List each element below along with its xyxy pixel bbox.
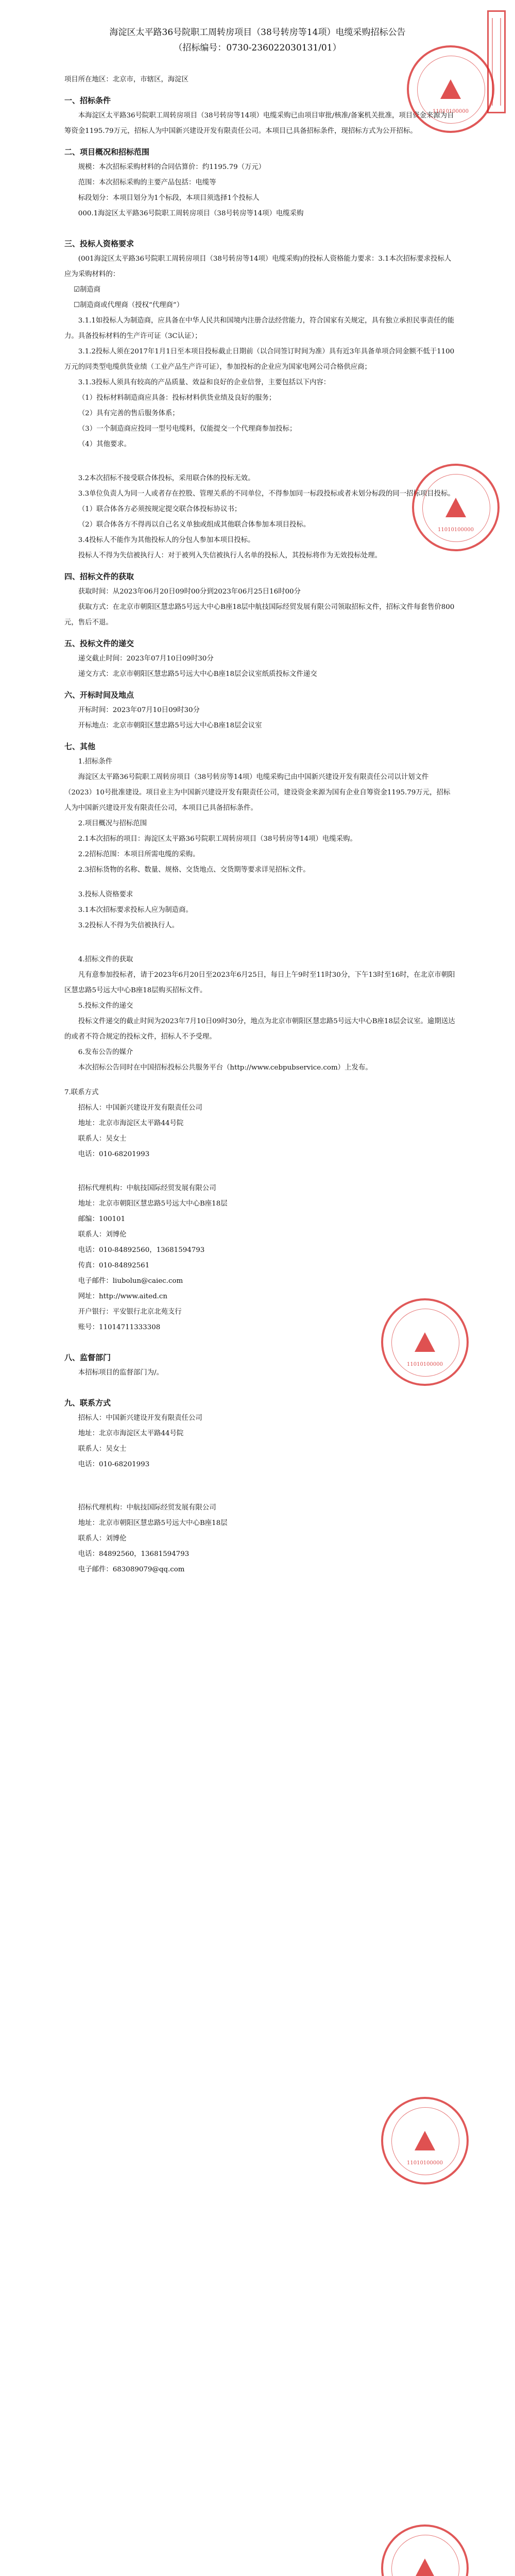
s9-agent: 招标代理机构：中航技国际经贸发展有限公司 — [78, 1504, 216, 1512]
contacts-tenderer: 招标人：中国新兴建设开发有限责任公司 — [78, 1104, 202, 1112]
section-7-line: 3.投标人资格要求 — [78, 891, 133, 899]
section-3-line: （1）投标材料制造商应具备：投标材料供货业绩及良好的服务； — [78, 394, 276, 402]
contacts-tenderer-contact: 联系人：吴女士 — [78, 1135, 127, 1143]
section-3-line: （3）一个制造商应投同一型号电缆料，仅能提交一个代理商参加投标； — [78, 425, 297, 433]
contacts-agent-phone: 电话：010-84892560，13681594793 — [78, 1246, 205, 1254]
section-heading-2: 二、项目概况和招标范围 — [64, 147, 150, 157]
section-3-line: （1）联合体各方必须按规定提交联合体投标协议书； — [78, 505, 242, 513]
section-7-line: 本次招标公告同时在中国招标投标公共服务平台（http://www.cebpubservice.com）上发布。 — [78, 1064, 372, 1072]
section-heading-9: 九、联系方式 — [64, 1398, 111, 1408]
section-7-line: 2.3招标货物的名称、数量、规格、交货地点、交货期等要求详见招标文件。 — [78, 866, 310, 874]
section-3-line: 3.3单位负责人为同一人或者存在控股、管理关系的不同单位，不得参加同一标段投标或者未划分标段的同一招标项目投标。 — [78, 490, 455, 498]
contacts-agent-zip: 邮编：100101 — [78, 1215, 126, 1223]
section-3-line: 3.1.3投标人须具有较高的产品质量、效益和良好的企业信誉，主要包括以下内容： — [78, 379, 331, 386]
seal-star-icon — [415, 2558, 435, 2576]
project-location: 项目所在地区：北京市，市辖区，海淀区 — [64, 76, 189, 83]
checkbox-manufacturer: ☑制造商 — [74, 286, 101, 294]
section-7-line: 3.1本次招标要求投标人应为制造商。 — [78, 906, 193, 914]
official-seal-5 — [381, 2524, 469, 2576]
section-7-line: 2.1本次招标的项目：海淀区太平路36号院职工周转房项目（38号转房等14项）电缆采购。 — [78, 835, 357, 843]
contacts-heading: 7.联系方式 — [64, 1089, 99, 1096]
section-heading-4: 四、招标文件的获取 — [64, 572, 134, 581]
section-7-line: 3.2投标人不得为失信被执行人。 — [78, 922, 179, 929]
section-7-line: 5.投标文件的递交 — [78, 1002, 133, 1010]
contacts-agent-address: 地址：北京市朝阳区慧忠路5号远大中心B座18层 — [78, 1200, 228, 1208]
s9-tenderer-contact: 联系人：吴女士 — [78, 1445, 127, 1453]
title-line-2: （招标编号：0730-236022030131/01） — [174, 43, 341, 53]
section-3-line: （2）具有完善的售后服务体系； — [78, 410, 179, 417]
seal-star-icon — [415, 1332, 435, 1352]
s9-tenderer-address: 地址：北京市海淀区太平路44号院 — [78, 1430, 184, 1437]
section-3-line: 3.2本次招标不接受联合体投标，采用联合体的投标无效。 — [78, 474, 255, 482]
contacts-agent-fax: 传真：010-84892561 — [78, 1262, 150, 1269]
section-heading-8: 八、监督部门 — [64, 1353, 111, 1362]
section-7-line: 投标文件递交的截止时间为2023年7月10日09时30分，地点为北京市朝阳区慧忠路5号远大中心B座18层会议室。逾期送达的或者不符合规定的投标文件，招标人不予受理。 — [64, 1018, 455, 1041]
title-line-1: 海淀区太平路36号院职工周转房项目（38号转房等14项）电缆采购招标公告 — [109, 27, 406, 38]
checkbox-agent: ☐制造商或代理商（授权“代理商”） — [74, 301, 184, 309]
official-seal-1: 11010100000 — [407, 45, 494, 133]
section-3-line: 投标人不得为失信被执行人：对于被列入失信被执行人名单的投标人，其投标将作为无效投标处理。 — [78, 552, 382, 560]
contacts-agent-email: 电子邮件：liubolun@caiec.com — [78, 1277, 183, 1285]
official-seal-3: 11010100000 — [381, 1298, 469, 1386]
section-4-line: 获取方式：在北京市朝阳区慧忠路5号远大中心B座18层中航技国际经贸发展有限公司领取招标文件，招标文件每套售价800元，售后不退。 — [64, 603, 455, 626]
official-seal-2: 11010100000 — [412, 464, 500, 551]
section-heading-5: 五、投标文件的递交 — [64, 639, 134, 648]
contacts-agent-account: 账号：11014711333308 — [78, 1324, 161, 1331]
section-5-line: 递交截止时间：2023年07月10日09时30分 — [78, 655, 214, 663]
section-7-line: 海淀区太平路36号院职工周转房项目（38号转房等14项）电缆采购已由中国新兴建设开发有限责任公司以计划文件（2023）10号批准建设。项目业主为中国新兴建设开发有限责任公司，建设资金来源为国有企业自筹资金1195.79万元，招标人为中国新兴建设开发有限责任公司，本项目已具备招标条件。 — [64, 773, 451, 812]
section-1-text: 本海淀区太平路36号院职工周转房项目（38号转房等14项）电缆采购已由项目审批/核准/备案机关批准，项目资金来源为自筹资金1195.79万元，招标人为中国新兴建设开发有限责任公司。本项目已具备招标条件，现招标方式为公开招标。 — [64, 112, 454, 135]
section-heading-7: 七、其他 — [64, 742, 96, 751]
section-6-line: 开标地点：北京市朝阳区慧忠路5号远大中心B座18层会议室 — [78, 722, 262, 730]
section-3-line: 3.4投标人不能作为其他投标人的分包人参加本项目投标。 — [78, 536, 255, 544]
contacts-agent: 招标代理机构：中航技国际经贸发展有限公司 — [78, 1184, 216, 1192]
contacts-tenderer-address: 地址：北京市海淀区太平路44号院 — [78, 1120, 184, 1127]
contacts-tenderer-phone: 电话：010-68201993 — [78, 1150, 150, 1158]
section-4-line: 获取时间：从2023年06月20日09时00分到2023年06月25日16时00分 — [78, 588, 301, 596]
contacts-agent-site: 网址：http://www.aited.cn — [78, 1293, 168, 1300]
section-3-line: (001海淀区太平路36号院职工周转房项目（38号转房等14项）电缆采购)的投标人资格能力要求：3.1本次招标要求投标人应为采购材料的： — [64, 255, 452, 278]
contacts-agent-contact: 联系人：刘博伦 — [78, 1231, 127, 1239]
section-3-line: （4）其他要求。 — [78, 440, 131, 448]
section-2-line: 000.1海淀区太平路36号院职工周转房项目（38号转房等14项）电缆采购 — [78, 210, 304, 217]
seal-star-icon — [440, 79, 461, 99]
contacts-agent-bank: 开户银行：平安银行北京北苑支行 — [78, 1308, 182, 1316]
section-heading-1: 一、招标条件 — [64, 96, 111, 105]
seal-star-icon — [415, 2131, 435, 2150]
section-2-line: 范围：本次招标采购的主要产品包括：电缆等 — [78, 179, 216, 187]
section-3-line: 3.1.2投标人须在2017年1月1日至本项目投标截止日期前（以合同签订时间为准）具有近3年具备单项合同金额不低于1100万元的同类型电缆供货业绩（工业产品生产许可证），参加投标的企业应为国家电网公司合格供应商； — [64, 348, 455, 371]
section-7-line: 4.招标文件的获取 — [78, 956, 133, 963]
section-5-line: 递交方式：北京市朝阳区慧忠路5号远大中心B座18层会议室纸质投标文件递交 — [78, 670, 317, 678]
s9-tenderer-phone: 电话：010-68201993 — [78, 1461, 150, 1468]
section-heading-3: 三、投标人资格要求 — [64, 239, 134, 248]
s9-tenderer: 招标人：中国新兴建设开发有限责任公司 — [78, 1414, 202, 1422]
official-seal-4: 11010100000 — [381, 2097, 469, 2184]
section-7-line: 2.项目概况与招标范围 — [78, 820, 147, 827]
s9-agent-email: 电子邮件：683089079@qq.com — [78, 1566, 185, 1573]
seal-star-icon — [445, 498, 466, 517]
section-7-line: 1.招标条件 — [78, 758, 113, 766]
s9-agent-phone: 电话：84892560，13681594793 — [78, 1550, 190, 1558]
section-6-line: 开标时间：2023年07月10日09时30分 — [78, 706, 200, 714]
section-7-line: 6.发布公告的媒介 — [78, 1048, 133, 1056]
section-heading-6: 六、开标时间及地点 — [64, 690, 134, 700]
section-3-line: （2）联合体各方不得再以自己名义单独或组成其他联合体参加本项目投标。 — [78, 521, 311, 529]
section-7-line: 2.2招标范围：本项目所需电缆的采购。 — [78, 851, 200, 858]
section-7-line: 凡有意参加投标者，请于2023年6月20日至2023年6月25日，每日上午9时至11时30分，下午13时至16时，在北京市朝阳区慧忠路5号远大中心B座18层购买招标文件。 — [64, 971, 455, 994]
section-2-line: 标段划分：本项目划分为1个标段，本项目须选择1个投标人 — [78, 194, 260, 202]
s9-agent-contact: 联系人：刘博伦 — [78, 1535, 127, 1543]
section-8-text: 本招标项目的监督部门为/。 — [78, 1369, 163, 1377]
s9-agent-address: 地址：北京市朝阳区慧忠路5号远大中心B座18层 — [78, 1519, 228, 1527]
section-3-line: 3.1.1如投标人为制造商，应具备在中华人民共和国境内注册合法经营能力，符合国家有关规定，具有独立承担民事责任的能力。具备投标材料的生产许可证（3C认证）； — [64, 317, 455, 340]
section-2-line: 规模：本次招标采购材料的合同估算价：约1195.79（万元） — [78, 163, 266, 171]
